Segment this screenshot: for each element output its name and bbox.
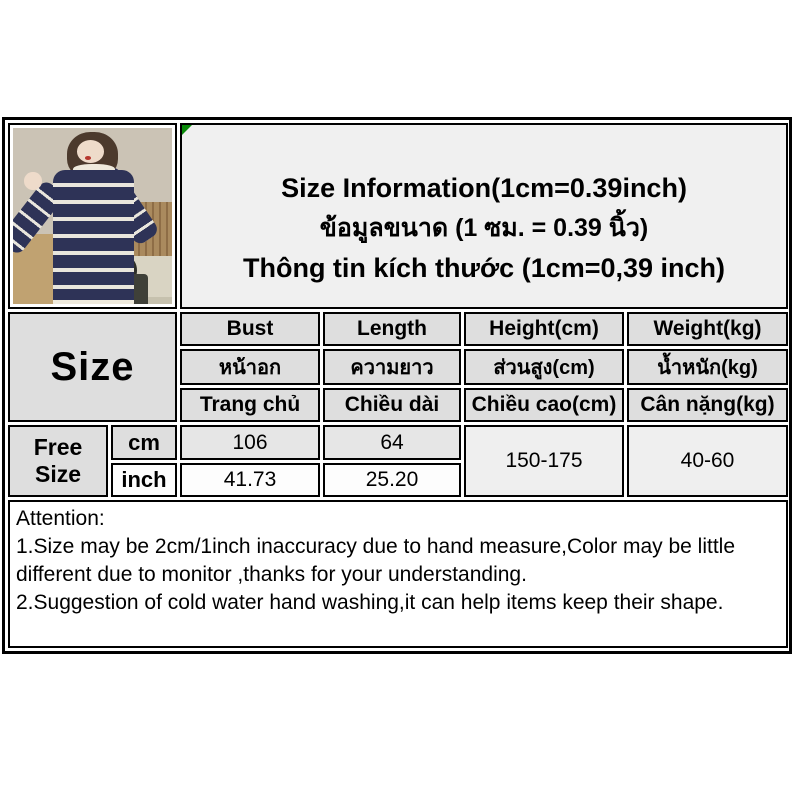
attention-row [8, 500, 788, 648]
unit-label-cm: cm [111, 425, 177, 460]
photo-lips [85, 156, 91, 160]
value-height-range: 150-175 [464, 425, 624, 497]
value-weight-range: 40-60 [627, 425, 788, 497]
title-block [182, 144, 786, 288]
title-thai: ข้อมูลขนาด (1 ซม. = 0.39 นิ้ว) [319, 214, 649, 242]
header-row-english [8, 312, 788, 346]
header-cell-height-en: Height(cm) [464, 312, 624, 346]
title-cell [180, 123, 788, 309]
header-cell-length-vi: Chiều dài [323, 388, 461, 422]
header-cell-bust-vi: Trang chủ [180, 388, 320, 422]
row-label-free-size: Free Size [8, 425, 108, 497]
header-cell-weight-vi: Cân nặng(kg) [627, 388, 788, 422]
photo-face [77, 140, 104, 163]
header-cell-weight-en: Weight(kg) [627, 312, 788, 346]
unit-label-inch: inch [111, 463, 177, 497]
header-cell-bust-th: หน้าอก [180, 349, 320, 385]
header-cell-height-vi: Chiều cao(cm) [464, 388, 624, 422]
header-cell-height-th: ส่วนสูง(cm) [464, 349, 624, 385]
attention-cell [8, 500, 788, 648]
size-header-cell: Size [8, 312, 177, 422]
value-length-inch: 25.20 [323, 463, 461, 497]
value-bust-inch: 41.73 [180, 463, 320, 497]
title-english: Size Information(1cm=0.39inch) [281, 173, 687, 203]
product-photo-cell [8, 123, 177, 309]
header-cell-length-en: Length [323, 312, 461, 346]
photo-left-hand [24, 172, 41, 190]
model-photo [13, 128, 172, 304]
photo-sweater-torso [53, 170, 134, 304]
header-cell-weight-th: น้ำหนัก(kg) [627, 349, 788, 385]
value-bust-cm: 106 [180, 425, 320, 460]
attention-note-2: 2.Suggestion of cold water hand washing,it can help items keep their shape. [16, 591, 724, 614]
header-cell-length-th: ความยาว [323, 349, 461, 385]
value-length-cm: 64 [323, 425, 461, 460]
size-table [5, 120, 791, 651]
comment-triangle-icon [182, 125, 192, 135]
values-row-cm [8, 425, 788, 460]
title-row [8, 123, 788, 309]
title-vietnamese: Thông tin kích thước (1cm=0,39 inch) [242, 253, 726, 283]
attention-heading: Attention: [16, 507, 105, 530]
header-cell-bust-en: Bust [180, 312, 320, 346]
size-chart-sheet [2, 117, 792, 654]
attention-note-1: 1.Size may be 2cm/1inch inaccuracy due to hand measure,Color may be little different due to monitor ,thanks for your understanding. [16, 535, 736, 586]
